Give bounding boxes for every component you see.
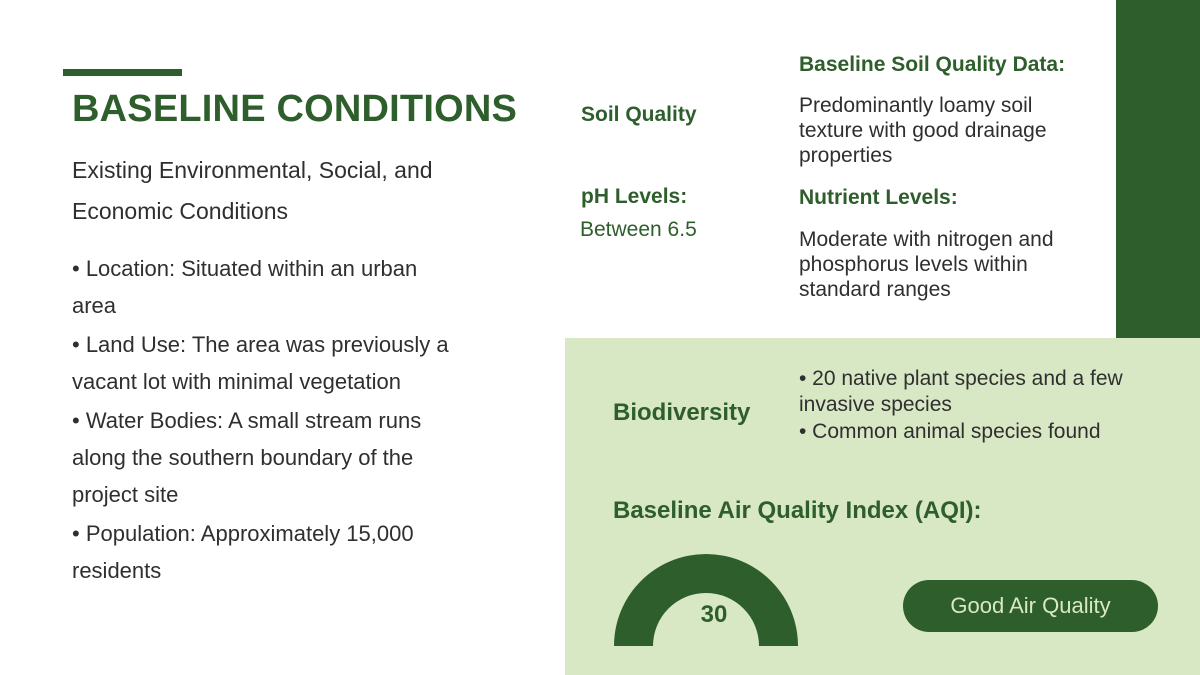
air-quality-status-badge: Good Air Quality — [903, 580, 1158, 632]
list-item-land-use: • Land Use: The area was previously a vacant lot with minimal vegetation — [72, 332, 449, 394]
decorative-green-block — [1116, 0, 1200, 338]
list-item-location: • Location: Situated within an urban area — [72, 256, 418, 318]
soil-description: Predominantly loamy soil texture with good drainage properties — [799, 94, 1047, 167]
conditions-list — [72, 250, 452, 591]
list-item-population: • Population: Approximately 15,000 residents — [72, 521, 414, 583]
page-subtitle: Existing Environmental, Social, and Economic Conditions — [72, 157, 433, 224]
biodiversity-item-plants: • 20 native plant species and a few invasive species — [799, 367, 1123, 416]
nutrient-description: Moderate with nitrogen and phosphorus levels within standard ranges — [799, 228, 1054, 301]
page-title: BASELINE CONDITIONS — [72, 88, 518, 130]
biodiversity-item-animals: • Common animal species found — [799, 420, 1101, 443]
biodiversity-list — [799, 366, 1189, 446]
aqi-gauge-arc — [614, 554, 798, 646]
baseline-soil-heading: Baseline Soil Quality Data: — [799, 53, 1066, 76]
ph-levels-value: Between 6.5 — [580, 218, 697, 241]
soil-quality-label: Soil Quality — [581, 103, 697, 126]
biodiversity-label: Biodiversity — [613, 399, 751, 426]
aqi-value: 30 — [700, 601, 728, 628]
ph-levels-label: pH Levels: — [581, 185, 688, 208]
list-item-water-bodies: • Water Bodies: A small stream runs along the southern boundary of the project site — [72, 408, 422, 507]
aqi-gauge — [608, 548, 804, 652]
aqi-heading: Baseline Air Quality Index (AQI): — [613, 497, 982, 524]
title-accent-bar — [63, 69, 182, 76]
nutrient-levels-heading: Nutrient Levels: — [799, 186, 958, 209]
